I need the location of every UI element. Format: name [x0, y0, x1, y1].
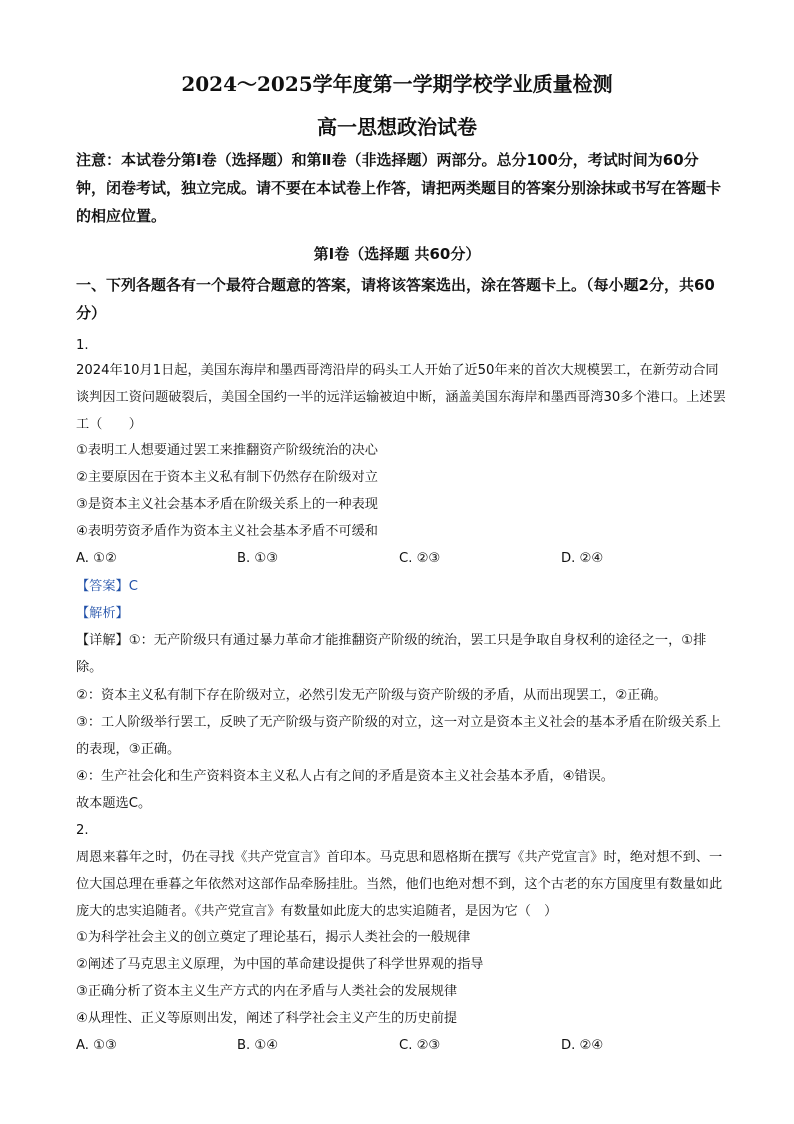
exam-title: 2024～2025学年度第一学期学校学业质量检测 — [181, 72, 613, 96]
exam-notice: 注意：本试卷分第Ⅰ卷（选择题）和第Ⅱ卷（非选择题）两部分。总分100分，考试时间为60分钟，闭卷考试，独立完成。请不要在本试卷上作答，请把两类题目的答案分别涂抹或书写在答题卡的相应位置。 — [76, 151, 722, 225]
question-1-detail: ③：工人阶级举行罢工，反映了无产阶级与资产阶级的对立，这一对立是资本主义社会的基本矛盾在阶级关系上的表现，③正确。 — [76, 715, 721, 757]
question-2-item: ①为科学社会主义的创立奠定了理论基石，揭示人类社会的一般规律 — [76, 930, 471, 945]
section-title: 第Ⅰ卷（选择题 共60分） — [313, 245, 481, 263]
option-b: B. ①④ — [237, 1038, 279, 1053]
question-1-number: 1. — [76, 338, 89, 353]
section-instruction: 一、下列各题各有一个最符合题意的答案，请将该答案选出，涂在答题卡上。（每小题2分，共60分） — [76, 276, 715, 322]
option-c: C. ②③ — [399, 551, 441, 566]
question-1-detail: ④：生产社会化和生产资料资本主义私人占有之间的矛盾是资本主义社会基本矛盾，④错误。 — [76, 769, 614, 784]
question-2-number: 2. — [76, 823, 89, 838]
question-1-detail: 【详解】①：无产阶级只有通过暴力革命才能推翻资产阶级的统治，罢工只是争取自身权利的途径之一，①排除。 — [76, 633, 707, 675]
question-1-answer: 【答案】C — [76, 579, 138, 594]
question-1-detail: 故本题选C。 — [76, 796, 152, 811]
question-2-item: ③正确分析了资本主义生产方式的内在矛盾与人类社会的发展规律 — [76, 984, 458, 999]
option-d: D. ②④ — [561, 551, 604, 566]
question-1-stem: 2024年10月1日起，美国东海岸和墨西哥湾沿岸的码头工人开始了近50年来的首次大规模罢工，在新劳动合同谈判因工资问题破裂后，美国全国约一半的远洋运输被迫中断，涵盖美国东海岸和墨西哥湾30多个港口。上述罢工（ ） — [76, 363, 726, 432]
question-1-item: ④表明劳资矛盾作为资本主义社会基本矛盾不可缓和 — [76, 524, 378, 539]
option-a: A. ①③ — [76, 1038, 117, 1053]
option-c: C. ②③ — [399, 1038, 441, 1053]
option-a: A. ①② — [76, 551, 117, 566]
question-2-stem: 周恩来暮年之时，仍在寻找《共产党宣言》首印本。马克思和恩格斯在撰写《共产党宣言》时，绝对想不到、一位大国总理在垂暮之年依然对这部作品牵肠挂肚。当然，他们也绝对想不到，这个古老的东方国度里有数量如此庞大的忠实追随者。《共产党宣言》有数量如此庞大的忠实追随者，是因为它（ ） — [76, 850, 723, 919]
option-d: D. ②④ — [561, 1038, 604, 1053]
question-2-options — [76, 1038, 726, 1056]
exam-subtitle: 高一思想政治试卷 — [317, 115, 477, 139]
question-2-item: ④从理性、正义等原则出发，阐述了科学社会主义产生的历史前提 — [76, 1011, 458, 1026]
question-1-analysis-label: 【解析】 — [76, 606, 129, 621]
question-1-options — [76, 551, 726, 569]
question-1-item: ①表明工人想要通过罢工来推翻资产阶级统治的决心 — [76, 443, 378, 458]
option-b: B. ①③ — [237, 551, 279, 566]
question-1-item: ②主要原因在于资本主义私有制下仍然存在阶级对立 — [76, 470, 378, 485]
question-1-item: ③是资本主义社会基本矛盾在阶级关系上的一种表现 — [76, 497, 378, 512]
question-1-detail: ②：资本主义私有制下存在阶级对立，必然引发无产阶级与资产阶级的矛盾，从而出现罢工，②正确。 — [76, 688, 667, 703]
question-2-item: ②阐述了马克思主义原理，为中国的革命建设提供了科学世界观的指导 — [76, 957, 484, 972]
